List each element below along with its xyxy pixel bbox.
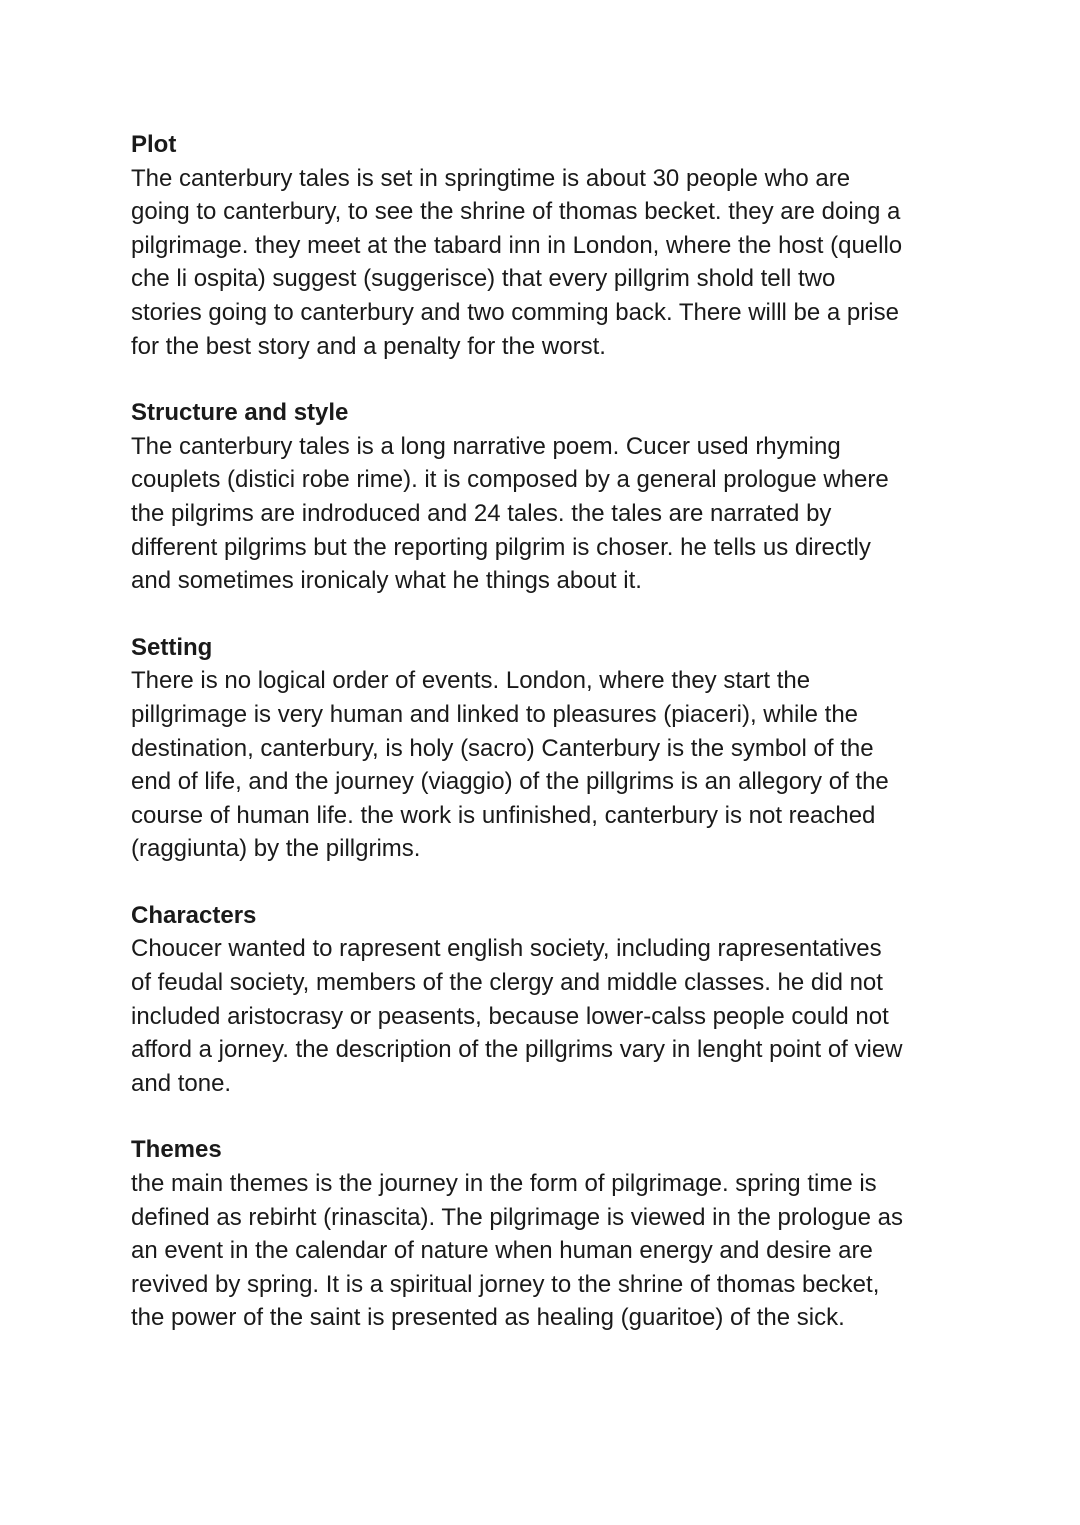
section-body	[131, 932, 961, 1100]
text-line: end of life, and the journey (viaggio) of the pillgrims is an allegory of the	[131, 768, 889, 796]
text-line: an event in the calendar of nature when human energy and desire are	[131, 1237, 873, 1265]
document-content	[131, 128, 961, 1368]
text-line: the pilgrims are indroduced and 24 tales. the tales are narrated by	[131, 499, 832, 527]
text-line: defined as rebirht (rinascita). The pilgrimage is viewed in the prologue as	[131, 1203, 903, 1231]
section-body	[131, 1167, 961, 1335]
section-heading: Setting	[131, 633, 213, 661]
section-body	[131, 430, 961, 598]
text-line: included aristocrasy or peasents, because lower-calss people could not	[131, 1002, 889, 1030]
text-line: revived by spring. It is a spiritual jorney to the shrine of thomas becket,	[131, 1270, 880, 1298]
text-line: the power of the saint is presented as healing (guaritoe) of the sick.	[131, 1304, 845, 1332]
text-line: Choucer wanted to rapresent english society, including rapresentatives	[131, 935, 882, 963]
section-themes	[131, 1133, 961, 1335]
section-heading: Characters	[131, 901, 257, 929]
text-line: couplets (distici robe rime). it is composed by a general prologue where	[131, 466, 889, 494]
text-line: che li ospita) suggest (suggerisce) that every pillgrim shold tell two	[131, 265, 836, 293]
text-line: (raggiunta) by the pillgrims.	[131, 835, 421, 863]
section-structure-and-style	[131, 396, 961, 598]
section-body	[131, 664, 961, 866]
section-setting	[131, 631, 961, 866]
section-heading: Themes	[131, 1136, 222, 1164]
text-line: for the best story and a penalty for the worst.	[131, 332, 606, 360]
text-line: going to canterbury, to see the shrine of thomas becket. they are doing a	[131, 198, 901, 226]
text-line: of feudal society, members of the clergy and middle classes. he did not	[131, 969, 883, 997]
section-heading: Plot	[131, 131, 177, 158]
text-line: and sometimes ironicaly what he things about it.	[131, 567, 642, 595]
text-line: pilgrimage. they meet at the tabard inn in London, where the host (quello	[131, 231, 903, 259]
text-line: and tone.	[131, 1069, 232, 1097]
text-line: There is no logical order of events. London, where they start the	[131, 667, 811, 695]
section-body	[131, 162, 961, 364]
text-line: destination, canterbury, is holy (sacro) Canterbury is the symbol of the	[131, 734, 874, 762]
section-characters	[131, 899, 961, 1101]
text-line: the main themes is the journey in the form of pilgrimage. spring time is	[131, 1170, 877, 1198]
section-plot	[131, 128, 961, 363]
text-line: afford a jorney. the description of the pillgrims vary in lenght point of view	[131, 1036, 903, 1064]
section-heading: Structure and style	[131, 399, 349, 427]
text-line: pillgrimage is very human and linked to pleasures (piaceri), while the	[131, 700, 859, 728]
text-line: course of human life. the work is unfinished, canterbury is not reached	[131, 801, 876, 829]
text-line: The canterbury tales is set in springtime is about 30 people who are	[131, 164, 851, 192]
text-line: The canterbury tales is a long narrative poem. Cucer used rhyming	[131, 432, 841, 460]
text-line: different pilgrims but the reporting pilgrim is choser. he tells us directly	[131, 533, 871, 561]
text-line: stories going to canterbury and two comming back. There willl be a prise	[131, 298, 899, 326]
